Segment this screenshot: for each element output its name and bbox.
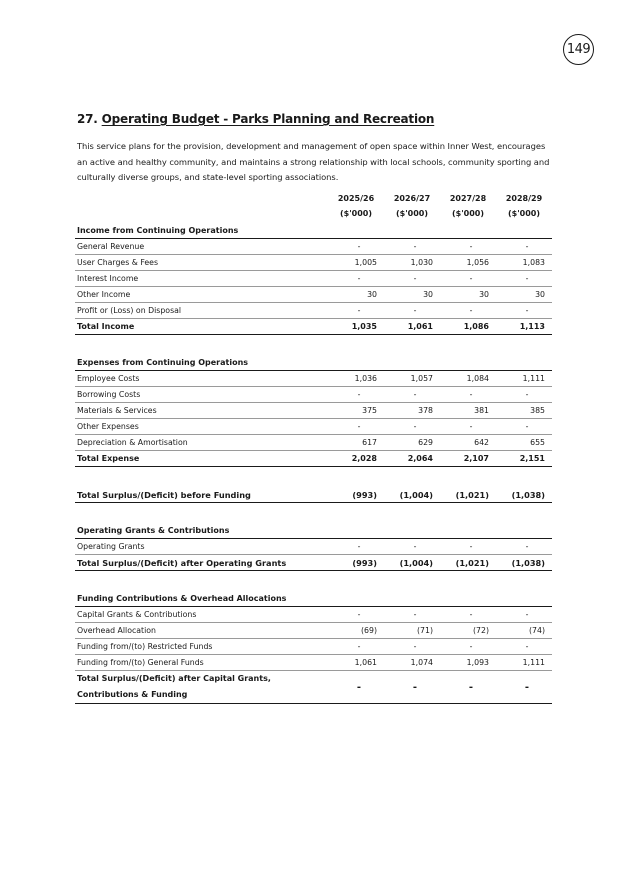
- value-cell: 1,113: [519, 322, 545, 331]
- value-cell: 1,111: [522, 374, 545, 383]
- row-label: Depreciation & Amortisation: [77, 438, 188, 447]
- total-income-row: [75, 319, 552, 335]
- value-cell: -: [525, 306, 529, 315]
- value-cell: (1,004): [399, 557, 433, 568]
- value-cell: 617: [362, 438, 377, 447]
- section-header-income: [75, 223, 552, 239]
- value-cell: -: [525, 422, 529, 431]
- value-cell: -: [357, 610, 361, 619]
- value-cell: -: [412, 681, 418, 693]
- surplus-after-operating-grants-row: [75, 555, 552, 571]
- value-cell: -: [525, 610, 529, 619]
- table-row: [75, 271, 552, 287]
- value-cell: -: [525, 542, 529, 551]
- row-label: Expenses from Continuing Operations: [77, 358, 249, 367]
- value-cell: 2,064: [407, 454, 433, 463]
- column-header-2025-26: 2025/26 ($'000): [337, 194, 375, 218]
- value-cell: -: [413, 642, 417, 651]
- table-row: [75, 387, 552, 403]
- value-cell: 655: [530, 438, 545, 447]
- table-row: [75, 239, 552, 255]
- value-cell: 30: [479, 290, 489, 299]
- value-cell: -: [525, 274, 529, 283]
- value-cell: (1,038): [511, 557, 545, 568]
- surplus-after-capital-grants-row: [75, 671, 552, 704]
- value-cell: (74): [528, 626, 545, 635]
- value-cell: -: [357, 306, 361, 315]
- row-label: Income from Continuing Operations: [77, 226, 239, 235]
- value-cell: (72): [472, 626, 489, 635]
- value-cell: 629: [418, 438, 433, 447]
- value-cell: -: [357, 542, 361, 551]
- table-row: [75, 403, 552, 419]
- value-cell: 1,036: [354, 374, 377, 383]
- value-cell: 381: [474, 406, 489, 415]
- value-cell: 1,061: [354, 658, 377, 667]
- row-label: Interest Income: [77, 274, 139, 283]
- value-cell: 2,028: [351, 454, 377, 463]
- value-cell: -: [469, 642, 473, 651]
- page-number: 149: [563, 34, 594, 65]
- table-row: [75, 607, 552, 623]
- table-row: [75, 655, 552, 671]
- value-cell: 1,057: [410, 374, 433, 383]
- value-cell: -: [413, 422, 417, 431]
- value-cell: -: [357, 642, 361, 651]
- table-row: [75, 419, 552, 435]
- value-cell: -: [356, 681, 362, 693]
- row-label: Capital Grants & Contributions: [77, 610, 197, 619]
- section-header-funding: [75, 591, 552, 607]
- value-cell: -: [469, 274, 473, 283]
- column-header-2027-28: 2027/28 ($'000): [449, 194, 487, 218]
- value-cell: (1,021): [455, 489, 489, 500]
- row-label: Total Expense: [77, 454, 140, 463]
- row-label: User Charges & Fees: [77, 258, 159, 267]
- row-label: Total Surplus/(Deficit) after Operating Grants: [77, 557, 287, 568]
- value-cell: -: [413, 242, 417, 251]
- table-row: [75, 371, 552, 387]
- row-label: Total Surplus/(Deficit) after Capital Grants, Contributions & Funding: [77, 674, 271, 699]
- value-cell: -: [469, 610, 473, 619]
- column-headers: [75, 189, 552, 223]
- value-cell: (993): [352, 557, 377, 568]
- value-cell: 2,107: [463, 454, 489, 463]
- row-label: Other Expenses: [77, 422, 139, 431]
- table-row: [75, 539, 552, 555]
- row-label: Funding from/(to) Restricted Funds: [77, 642, 213, 651]
- value-cell: 1,074: [410, 658, 433, 667]
- row-label: Operating Grants: [77, 542, 145, 551]
- value-cell: 1,056: [466, 258, 489, 267]
- section-number: 27.: [77, 112, 98, 126]
- value-cell: -: [413, 306, 417, 315]
- budget-table: [75, 189, 552, 704]
- value-cell: 378: [418, 406, 433, 415]
- value-cell: 1,111: [522, 658, 545, 667]
- value-cell: (1,004): [399, 489, 433, 500]
- table-row: [75, 623, 552, 639]
- row-label: Operating Grants & Contributions: [77, 526, 230, 535]
- section-header-expenses: [75, 355, 552, 371]
- page-title: [77, 112, 434, 126]
- row-label: Funding Contributions & Overhead Allocations: [77, 594, 287, 603]
- row-label: Materials & Services: [77, 406, 157, 415]
- intro-paragraph: This service plans for the provision, development and management of open space within Inner West, encourages an active and healthy community, and maintains a strong relationship with local schools, community sporting and culturally diverse groups, and state-level sporting associations.: [77, 141, 550, 182]
- value-cell: 375: [362, 406, 377, 415]
- value-cell: 1,005: [354, 258, 377, 267]
- value-cell: -: [525, 242, 529, 251]
- value-cell: -: [357, 422, 361, 431]
- row-label: Total Income: [77, 322, 135, 331]
- value-cell: 1,093: [466, 658, 489, 667]
- row-label: Borrowing Costs: [77, 390, 141, 399]
- value-cell: (1,021): [455, 557, 489, 568]
- row-label: Other Income: [77, 290, 131, 299]
- value-cell: (993): [352, 489, 377, 500]
- value-cell: -: [468, 681, 474, 693]
- value-cell: -: [413, 390, 417, 399]
- value-cell: 30: [367, 290, 377, 299]
- value-cell: 642: [474, 438, 489, 447]
- table-row: [75, 287, 552, 303]
- row-label: Overhead Allocation: [77, 626, 156, 635]
- total-expense-row: [75, 451, 552, 467]
- value-cell: -: [357, 390, 361, 399]
- table-row: [75, 255, 552, 271]
- value-cell: 1,061: [407, 322, 433, 331]
- value-cell: 30: [535, 290, 545, 299]
- row-label: General Revenue: [77, 242, 145, 251]
- table-row: [75, 435, 552, 451]
- row-label: Employee Costs: [77, 374, 140, 383]
- column-header-2026-27: 2026/27 ($'000): [393, 194, 431, 218]
- value-cell: -: [525, 390, 529, 399]
- value-cell: (69): [360, 626, 377, 635]
- value-cell: (71): [416, 626, 433, 635]
- value-cell: -: [469, 542, 473, 551]
- value-cell: -: [525, 642, 529, 651]
- value-cell: -: [413, 542, 417, 551]
- value-cell: 2,151: [519, 454, 545, 463]
- value-cell: 30: [423, 290, 433, 299]
- value-cell: -: [524, 681, 530, 693]
- section-header-operating-grants: [75, 523, 552, 539]
- value-cell: -: [469, 306, 473, 315]
- value-cell: (1,038): [511, 489, 545, 500]
- value-cell: 1,035: [351, 322, 377, 331]
- value-cell: -: [469, 242, 473, 251]
- value-cell: -: [413, 610, 417, 619]
- value-cell: -: [357, 274, 361, 283]
- value-cell: -: [469, 390, 473, 399]
- value-cell: -: [357, 242, 361, 251]
- value-cell: -: [413, 274, 417, 283]
- value-cell: 1,086: [463, 322, 489, 331]
- surplus-before-funding-row: [75, 487, 552, 503]
- value-cell: 1,083: [522, 258, 545, 267]
- value-cell: 1,084: [466, 374, 489, 383]
- section-title: Operating Budget - Parks Planning and Recreation: [101, 112, 435, 126]
- column-header-2028-29: 2028/29 ($'000): [505, 194, 543, 218]
- table-row: [75, 639, 552, 655]
- value-cell: 1,030: [410, 258, 433, 267]
- value-cell: -: [469, 422, 473, 431]
- row-label: Profit or (Loss) on Disposal: [77, 306, 182, 315]
- row-label: Funding from/(to) General Funds: [77, 658, 204, 667]
- row-label: Total Surplus/(Deficit) before Funding: [77, 489, 251, 500]
- table-row: [75, 303, 552, 319]
- value-cell: 385: [530, 406, 545, 415]
